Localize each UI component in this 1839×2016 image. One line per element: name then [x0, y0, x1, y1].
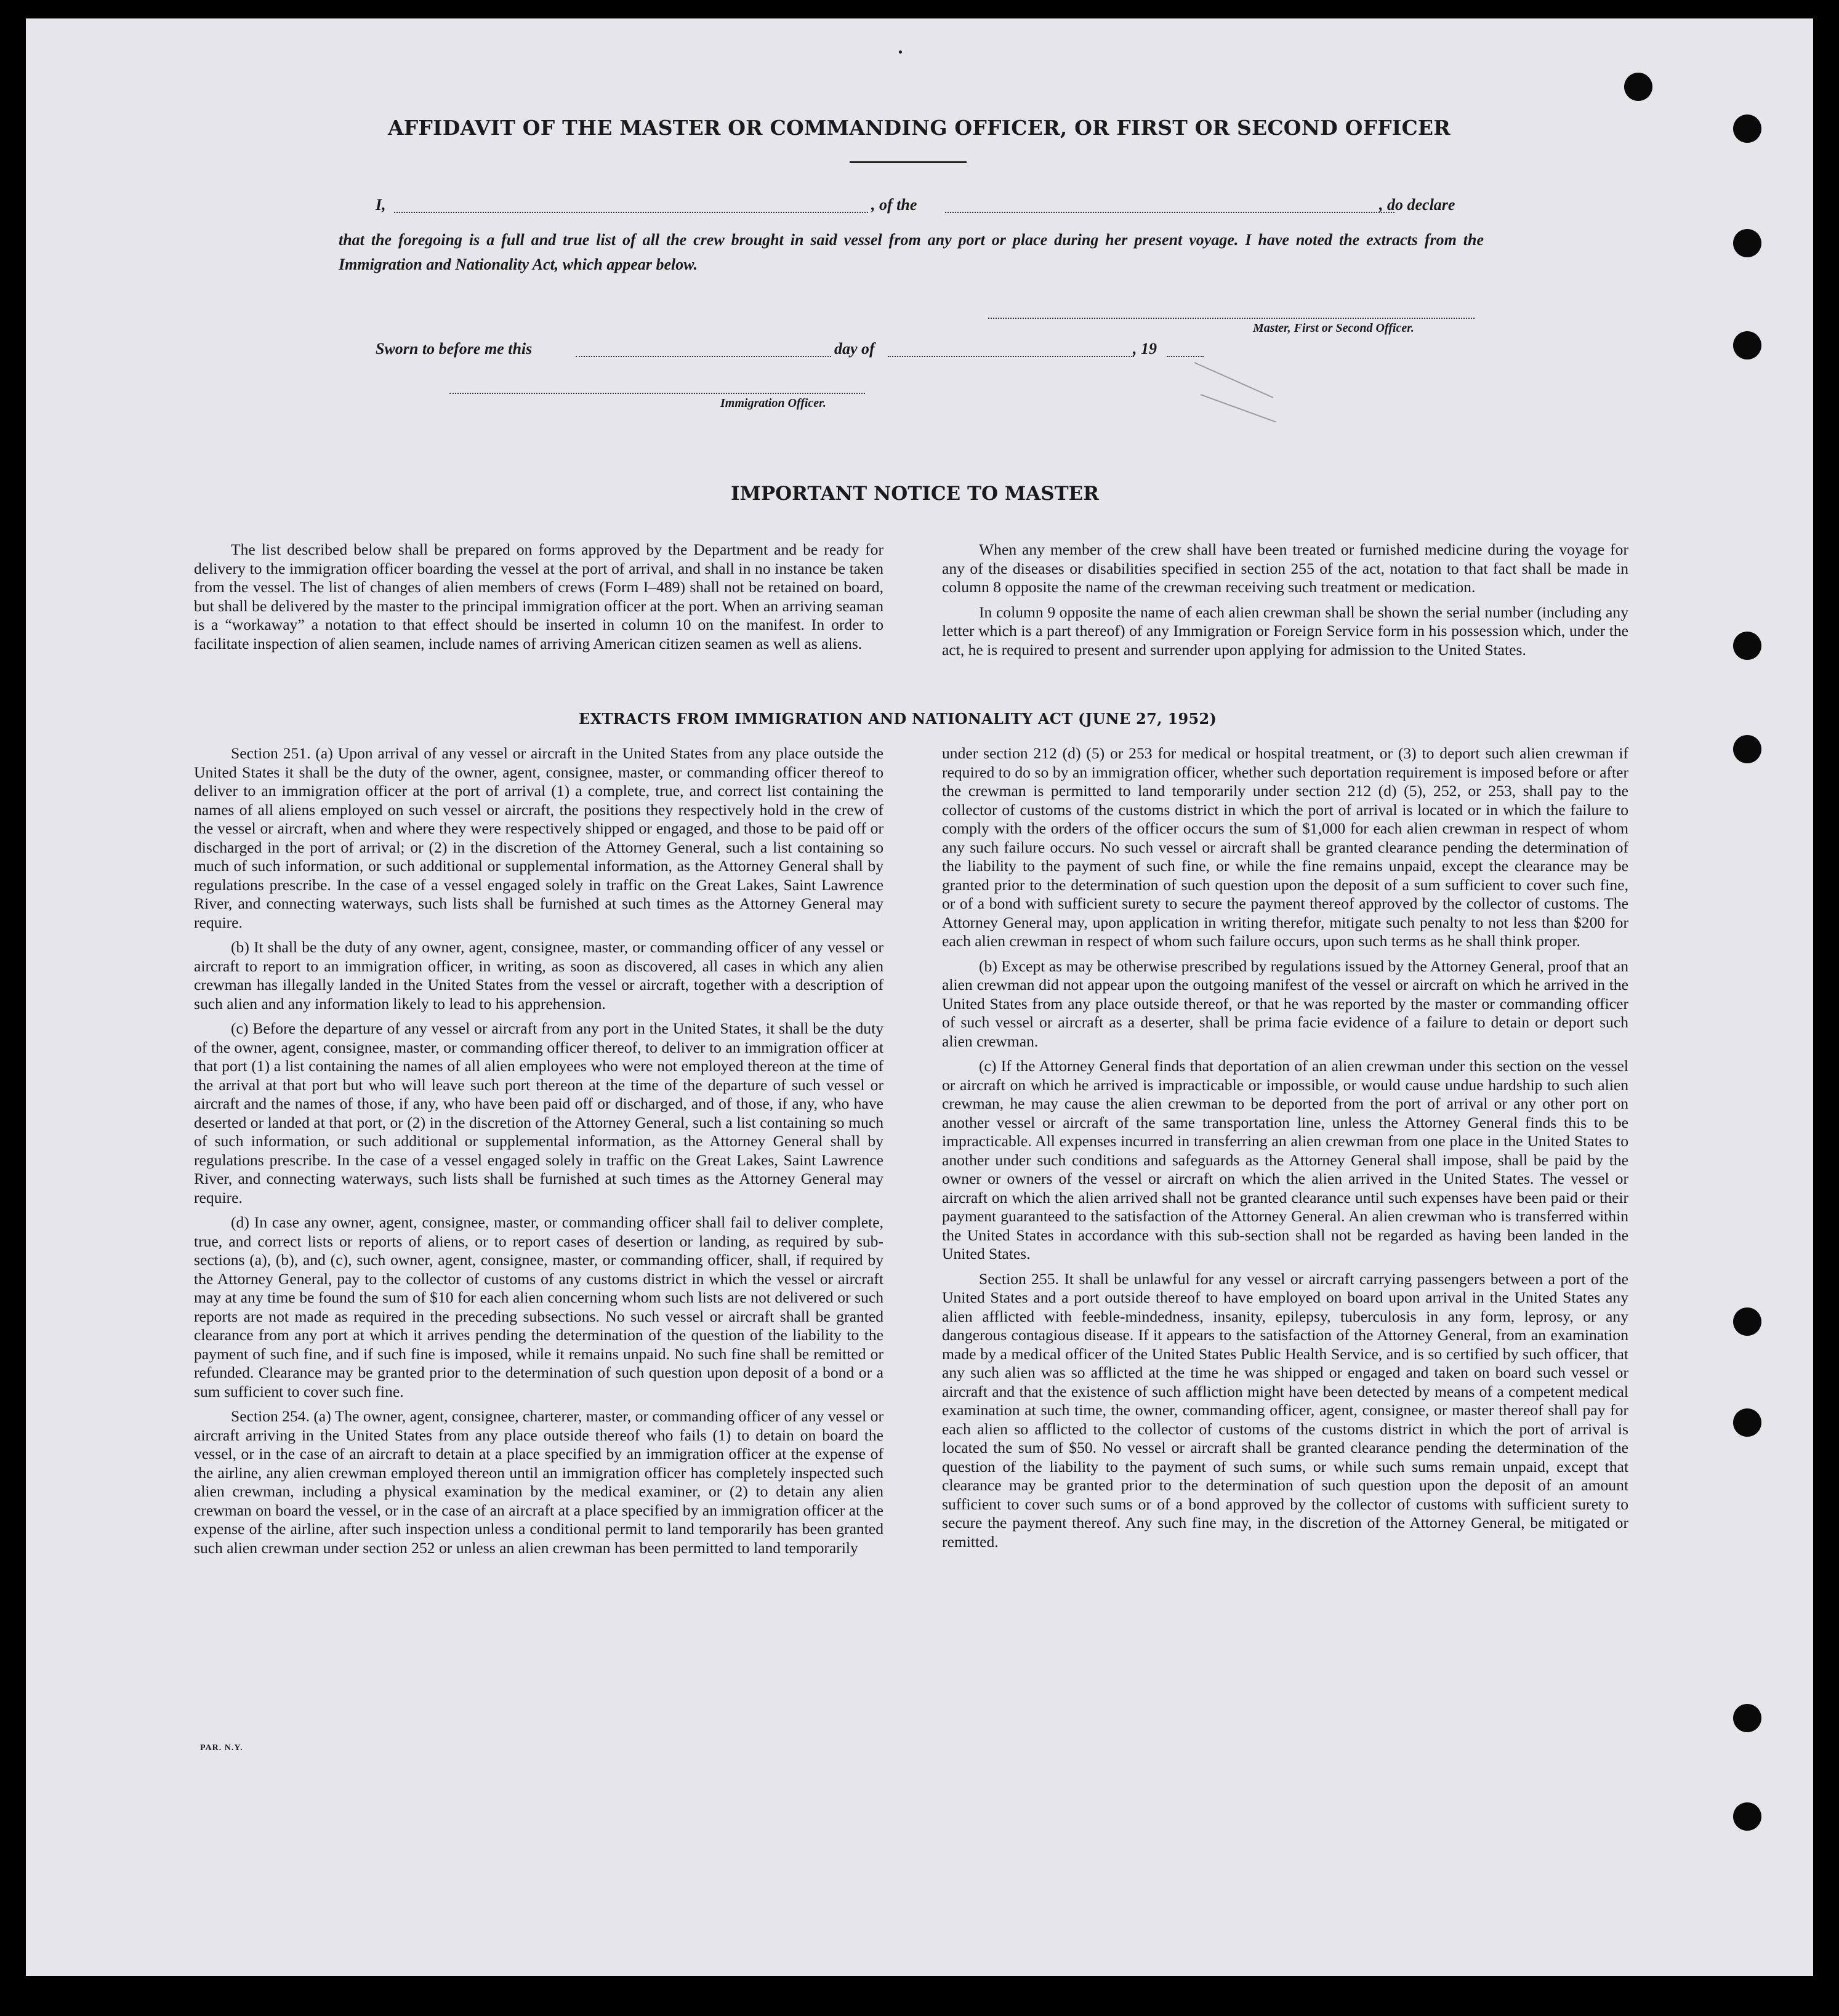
section-254-a-continued: under section 212 (d) (5) or 253 for medical or hospital treatment, or (3) to deport such alien crewman if required to do so by an immigration officer, whether such deportation requirement is imposed before or after the crewman is permitted to land temporarily under section 212 (d) (5), 252, or 253, shall pay to the collector of customs of the customs district in which the port of arrival is located or in which the failure to comply with the orders of the officer occurs the sum of $1,000 for each alien crewman in respect of whom any such failure occurs. No such vessel or aircraft shall be granted clearance pending the determination of the liability to the payment of such fine, or while the fine remains unpaid, except the clearance may be granted prior to the determination of such question upon the deposit of a sum sufficient to cover such fine, or of a bond with sufficient surety to secure the payment thereof approved by the collector of customs. The Attorney General may, upon application in writing therefor, mitigate such penalty to not less than $200 for each alien crewman in respect of whom such failure occurs, upon such terms as he shall think proper.: [942, 744, 1628, 950]
notice-title: IMPORTANT NOTICE TO MASTER: [731, 483, 1100, 505]
sworn-label: Sworn to before me this: [376, 340, 533, 358]
master-signature-label: Master, First or Second Officer.: [1253, 321, 1414, 335]
printer-mark: PAR. N.Y.: [200, 1743, 243, 1753]
declaration-statement: that the foregoing is a full and true list of all the crew brought in said vessel from any port or place during her present voyage. I have noted the extracts from the Immigration and Nationality Act, which appear below.: [339, 231, 1484, 273]
section-255: Section 255. It shall be unlawful for any vessel or aircraft carrying passengers between a port of the United States and a port outside thereof to have employed on board upon arrival in the United States any alien afflicted with feeble-mindedness, insanity, epilepsy, tuberculosis in any form, leprosy, or any dangerous contagious disease. If it appears to the satisfaction of the Attorney General, from an examination made by a medical officer of the United States Public Health Service, and is so certified by such officer, that any such alien was so afflicted at the time he was shipped or engaged and taken on board such vessel or aircraft and that the existence of such affliction might have been detected by means of a competent medical examination at such time, the owner, commanding officer, agent, consignee, or master thereof shall pay for each alien so afflicted to the collector of customs of the customs district in which the port of arrival is located the sum of $50. No vessel or aircraft shall be granted clearance pending the determination of the question of the liability to the payment of such sums, or while such sums remain unpaid, except that clearance may be granted prior to the determination of such question upon the deposit of an amount sufficient to cover such sums or of a bond approved by the collector of customs with sufficient surety to secure the payment thereof. Any such fine may, in the discretion of the Attorney General, be mitigated or remitted.: [942, 1269, 1628, 1551]
notice-left-column: [194, 540, 883, 659]
immigration-officer-label: Immigration Officer.: [720, 396, 826, 410]
vessel-field[interactable]: [945, 212, 1394, 213]
section-254-b: (b) Except as may be otherwise prescribed by regulations issued by the Attorney General, proof that an alien crewman did not appear upon the outgoing manifest of the vessel or aircraft on which he arrived in the United States from any place outside thereof, or that he was reported by the master or commanding officer of such vessel or aircraft as a deserter, shall be prima facie evidence of a failure to detain or deport such alien crewman.: [942, 957, 1628, 1050]
title-underline: [850, 161, 967, 163]
section-251-c: (c) Before the departure of any vessel or aircraft from any port in the United States, it shall be the duty of the owner, agent, consignee, master, or commanding officer thereof, to deliver to an immigration officer at that port (1) a list containing the names of all alien employees who were not employed thereon at the time of the arrival at that port but who will leave such port thereon at the time of the departure of such vessel or aircraft and the names of those, if any, who have been paid off or discharged, and of those, if any, who have deserted or landed at that port, or (2) in the discretion of the Attorney General, such a list containing so much of such information, or such additional or supplemental information, as the Attorney General shall by regulations prescribe. In the case of a vessel engaged solely in traffic on the Great Lakes, Saint Lawrence River, and connecting waterways, such lists shall be furnished at such times as the Attorney General may require.: [194, 1019, 883, 1207]
binder-hole: [1733, 114, 1761, 143]
section-251-a: Section 251. (a) Upon arrival of any vessel or aircraft in the United States from any place outside the United States it shall be the duty of the owner, agent, consignee, master, or commanding officer thereof to deliver to an immigration officer at the port of arrival (1) a complete, true, and correct list containing the names of all aliens employed on such vessel or aircraft, the positions they respectively hold in the crew of the vessel or aircraft, when and where they were respectively shipped or engaged, and those to be paid off or discharged in the port of arrival; or (2) in the discretion of the Attorney General, such a list containing so much of such information, or such additional or supplemental information, as the Attorney General shall by regulations prescribe. In the case of a vessel engaged solely in traffic on the Great Lakes, Saint Lawrence River, and connecting waterways, such lists shall be furnished at such times as the Attorney General may require.: [194, 744, 883, 931]
section-254-c: (c) If the Attorney General finds that deportation of an alien crewman under this section on the vessel or aircraft on which he arrived is impracticable or impossible, or would cause undue hardship to such alien crewman, he may cause the alien crewman to be deported from the port of arrival or any other port on another vessel or aircraft of the same transportation line, unless the Attorney General finds this to be impracticable. All expenses incurred in transferring an alien crewman from one place in the United States to another under such conditions and safeguards as the Attorney General shall impose, shall be paid by the owner or owners of the vessel or aircraft on which the alien arrived in the United States. The vessel or aircraft on which the alien arrived shall not be granted clearance until such expenses have been paid or their payment guaranteed to the satisfaction of the Attorney General. An alien crewman who is transferred within the United States in accordance with this sub-section shall not be regarded as having been landed in the United States.: [942, 1057, 1628, 1263]
section-251-b: (b) It shall be the duty of any owner, agent, consignee, master, or commanding officer of any vessel or aircraft to report to an immigration officer, in writing, as soon as discovered, all cases in which any alien crewman has illegally landed in the United States from the vessel or aircraft, together with a description of such alien and any information likely to lead to his apprehension.: [194, 938, 883, 1013]
binder-hole: [1733, 735, 1761, 763]
extracts-left-column: [194, 744, 883, 1564]
notice-right-column: [942, 540, 1628, 665]
binder-hole: [1733, 331, 1761, 359]
notice-left-paragraph: The list described below shall be prepared on forms approved by the Department and be ready for delivery to the immigration officer boarding the vessel at the port of arrival, and shall in no instance be taken from the vessel. The list of changes of alien members of crews (Form I–489) shall not be retained on board, but shall be delivered by the master to the principal immigration officer at the port. When an arriving seaman is a “workaway” a notation to that effect should be inserted in column 10 on the manifest. In order to facilitate inspection of alien seamen, include names of arriving American citizen seamen as well as aliens.: [194, 540, 883, 653]
sworn-day-field[interactable]: [576, 356, 831, 357]
binder-hole: [1624, 73, 1652, 101]
section-251-d: (d) In case any owner, agent, consignee, master, or commanding officer shall fail to deliver complete, true, and correct lists or reports of aliens, or to report cases of desertion or landing, as required by sub-sections (a), (b), and (c), such owner, agent, consignee, master, or commanding officer, shall, if required by the Attorney General, pay to the collector of customs of any customs district in which the vessel or aircraft may at any time be found the sum of $10 for each alien concerning whom such lists are not delivered or such reports are not made as required in the preceding subsections. No such vessel or aircraft shall be granted clearance from any port at which it arrives pending the determination of the question of the liability to the payment of such fine, and if such fine is imposed, while it remains unpaid. No such fine shall be remitted or refunded. Clearance may be granted prior to the determination of such question upon deposit of a bond or a sum sufficient to cover such fine.: [194, 1213, 883, 1400]
declaration-of-the: , of the: [871, 196, 917, 214]
notice-right-paragraph-2: In column 9 opposite the name of each alien crewman shall be shown the serial number (including any letter which is a part thereof) of any Immigration or Foreign Service form in his possession which, under the act, he is required to present and surrender upon applying for admission to the United States.: [942, 603, 1628, 659]
affidavit-title: AFFIDAVIT OF THE MASTER OR COMMANDING OFFICER, OR FIRST OR SECOND OFFICER: [388, 116, 1451, 140]
binder-hole: [1733, 229, 1761, 257]
extracts-title: EXTRACTS FROM IMMIGRATION AND NATIONALITY ACT (JUNE 27, 1952): [579, 710, 1217, 728]
declaration-do-declare: , do declare: [1379, 196, 1455, 214]
declaration-i: I,: [376, 196, 386, 214]
day-of-label: day of: [834, 340, 875, 358]
binder-hole: [1733, 1307, 1761, 1336]
notice-right-paragraph-1: When any member of the crew shall have been treated or furnished medicine during the voyage for any of the diseases or disabilities specified in section 255 of the act, notation to that fact shall be made in column 8 opposite the name of the crewman receiving such treatment or medication.: [942, 540, 1628, 596]
sworn-row: [376, 340, 1237, 364]
immigration-officer-signature-line[interactable]: [449, 393, 865, 394]
declaration-line: [376, 196, 1478, 220]
year-label: , 19: [1133, 340, 1157, 358]
section-254-a: Section 254. (a) The owner, agent, consignee, charterer, master, or commanding officer of any vessel or aircraft arriving in the United States from any place outside thereof who fails (1) to detain on board the vessel, or in the case of an aircraft to detain at a place specified by an immigration officer at the expense of the airline, any alien crewman employed thereon until an immigration officer has completely inspected such alien crewman, including a physical examination by the medical examiner, or (2) to detain any alien crewman on board the vessel, or in the case of an aircraft at a place specified by an immigration officer at the expense of the airline, after such inspection unless a conditional permit to land temporarily has been granted such alien crewman under section 252 or unless an alien crewman has been permitted to land temporarily: [194, 1407, 883, 1557]
speck: [899, 50, 902, 54]
extracts-right-column: [942, 744, 1628, 1557]
binder-hole: [1733, 1408, 1761, 1437]
binder-hole: [1733, 1704, 1761, 1732]
sworn-month-field[interactable]: [888, 356, 1134, 357]
sworn-year-field[interactable]: [1167, 356, 1204, 357]
master-signature-line[interactable]: [988, 318, 1475, 319]
binder-hole: [1733, 1802, 1761, 1831]
binder-hole: [1733, 632, 1761, 660]
name-field[interactable]: [394, 212, 868, 213]
